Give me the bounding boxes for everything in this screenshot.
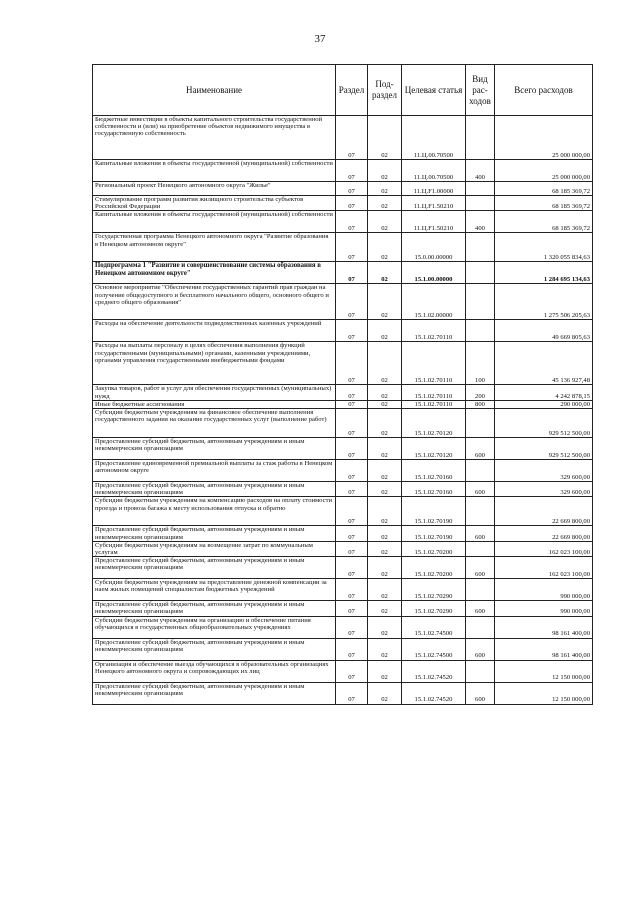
row-section: 07	[336, 196, 368, 211]
row-target: 15.1.02.70160	[402, 482, 466, 497]
row-total: 98 161 400,00	[495, 638, 593, 660]
row-expense-type	[466, 541, 495, 556]
row-expense-type	[466, 284, 495, 320]
row-section: 07	[336, 616, 368, 638]
row-total: 1 284 695 134,63	[495, 262, 593, 284]
table-row	[93, 601, 593, 616]
row-section: 07	[336, 409, 368, 438]
row-subsection: 02	[368, 233, 402, 262]
row-name: Субсидии бюджетным учреждениям на предоставление денежной компенсации за наем жилых помещений специалистам бюджетных учреждений	[93, 579, 336, 601]
row-expense-type: 600	[466, 682, 495, 704]
row-target: 15.1.02.70110	[402, 400, 466, 408]
row-expense-type	[466, 497, 495, 526]
row-expense-type: 600	[466, 557, 495, 579]
row-name: Предоставление субсидий бюджетным, автономным учреждениям и иным некоммерческим организациям	[93, 682, 336, 704]
table-row	[93, 497, 593, 526]
row-name: Субсидии бюджетным учреждениям на финансовое обеспечение выполнения государственного задания на оказание государственных услуг (выполнение работ)	[93, 409, 336, 438]
row-section: 07	[336, 400, 368, 408]
row-name: Подпрограмма 1 "Развитие и совершенствование системы образования в Ненецком автономном округе"	[93, 262, 336, 284]
row-name: Расходы на выплаты персоналу в целях обеспечения выполнения функций государственными (муниципальными) органами, казенными учреждениями, органами управления государственными внебюджетными фондами	[93, 342, 336, 385]
row-section: 07	[336, 438, 368, 460]
row-total: 25 000 000,00	[495, 116, 593, 160]
row-target: 15.1.02.70290	[402, 601, 466, 616]
row-expense-type: 600	[466, 638, 495, 660]
row-target: 15.1.02.70200	[402, 541, 466, 556]
table-row	[93, 409, 593, 438]
row-expense-type: 600	[466, 526, 495, 541]
row-subsection: 02	[368, 541, 402, 556]
row-target: 15.1.02.70110	[402, 342, 466, 385]
row-expense-type	[466, 196, 495, 211]
row-expense-type: 800	[466, 400, 495, 408]
row-target: 11.Ц.F1.50210	[402, 196, 466, 211]
table-row	[93, 557, 593, 579]
row-subsection: 02	[368, 660, 402, 682]
row-target: 11.Ц.00.70500	[402, 160, 466, 182]
row-name: Субсидии бюджетным учреждениям на компенсацию расходов на оплату стоимости проезда и провоза багажа к месту использования отпуска и обратно	[93, 497, 336, 526]
header-expense-type: Вид рас-ходов	[466, 65, 495, 116]
row-target: 15.1.02.74520	[402, 660, 466, 682]
row-subsection: 02	[368, 116, 402, 160]
row-subsection: 02	[368, 482, 402, 497]
row-section: 07	[336, 482, 368, 497]
row-total: 329 600,00	[495, 482, 593, 497]
row-name: Предоставление субсидий бюджетным, автономным учреждениям и иным некоммерческим организациям	[93, 601, 336, 616]
row-target: 11.Ц.F1.00000	[402, 182, 466, 196]
row-total: 98 161 400,00	[495, 616, 593, 638]
row-name: Предоставление субсидий бюджетным, автономным учреждениям и иным некоммерческим организациям	[93, 526, 336, 541]
row-total: 929 512 500,00	[495, 409, 593, 438]
table-row	[93, 320, 593, 342]
row-total: 49 669 805,63	[495, 320, 593, 342]
row-section: 07	[336, 182, 368, 196]
row-section: 07	[336, 601, 368, 616]
row-section: 07	[336, 233, 368, 262]
row-target: 15.1.02.70290	[402, 579, 466, 601]
row-name: Субсидии бюджетным учреждениям на возмещение затрат по коммунальным услугам	[93, 541, 336, 556]
row-target: 15.1.02.74500	[402, 638, 466, 660]
table-row	[93, 116, 593, 160]
table-row	[93, 233, 593, 262]
budget-table	[92, 64, 593, 705]
header-name: Наименование	[93, 65, 336, 116]
row-subsection: 02	[368, 601, 402, 616]
row-name: Предоставление субсидий бюджетным, автономным учреждениям и иным некоммерческим организациям	[93, 482, 336, 497]
row-subsection: 02	[368, 557, 402, 579]
row-section: 07	[336, 116, 368, 160]
row-subsection: 02	[368, 196, 402, 211]
row-total: 290 000,00	[495, 400, 593, 408]
row-name: Предоставление единовременной премиальной выплаты за стаж работы в Ненецком автономном округе	[93, 460, 336, 482]
row-section: 07	[336, 320, 368, 342]
row-target: 15.1.02.00000	[402, 284, 466, 320]
row-subsection: 02	[368, 497, 402, 526]
table-row	[93, 262, 593, 284]
row-expense-type	[466, 262, 495, 284]
row-name: Региональный проект Ненецкого автономного округа "Жилье"	[93, 182, 336, 196]
table-row	[93, 541, 593, 556]
row-section: 07	[336, 342, 368, 385]
row-subsection: 02	[368, 320, 402, 342]
row-target: 15.1.02.70120	[402, 409, 466, 438]
row-expense-type: 600	[466, 482, 495, 497]
row-target: 15.1.02.70110	[402, 320, 466, 342]
row-subsection: 02	[368, 284, 402, 320]
row-target: 15.0.00.00000	[402, 233, 466, 262]
row-target: 15.1.02.70160	[402, 460, 466, 482]
row-target: 15.1.02.70120	[402, 438, 466, 460]
row-section: 07	[336, 497, 368, 526]
row-expense-type	[466, 616, 495, 638]
row-subsection: 02	[368, 262, 402, 284]
row-total: 929 512 500,00	[495, 438, 593, 460]
page-number: 37	[314, 33, 326, 45]
row-total: 990 000,00	[495, 579, 593, 601]
row-name: Бюджетные инвестиции в объекты капитального строительства государственной собственности и (или) на приобретение объектов недвижимого имущества в государственную собственность	[93, 116, 336, 160]
row-total: 45 136 927,48	[495, 342, 593, 385]
table-row	[93, 196, 593, 211]
row-target: 15.1.00.00000	[402, 262, 466, 284]
row-total: 25 000 000,00	[495, 160, 593, 182]
row-section: 07	[336, 682, 368, 704]
row-name: Капитальные вложения в объекты государственной (муниципальной) собственности	[93, 160, 336, 182]
row-name: Основное мероприятие "Обеспечение государственных гарантий прав граждан на получение общедоступного и бесплатного начального общего, основного общего и среднего общего образования"	[93, 284, 336, 320]
row-section: 07	[336, 638, 368, 660]
row-subsection: 02	[368, 211, 402, 233]
table-row	[93, 660, 593, 682]
row-subsection: 02	[368, 400, 402, 408]
row-section: 07	[336, 579, 368, 601]
row-section: 07	[336, 526, 368, 541]
row-total: 329 600,00	[495, 460, 593, 482]
row-target: 15.1.02.74520	[402, 682, 466, 704]
header-total: Всего расходов	[495, 65, 593, 116]
row-subsection: 02	[368, 438, 402, 460]
row-total: 68 185 369,72	[495, 182, 593, 196]
row-name: Предоставление субсидий бюджетным, автономным учреждениям и иным некоммерческим организациям	[93, 557, 336, 579]
table-row	[93, 438, 593, 460]
row-name: Организация и обеспечение выезда обучающихся в образовательных организациях Ненецкого автономного округа и сопровождающих их лиц	[93, 660, 336, 682]
header-subsection: Под-раздел	[368, 65, 402, 116]
row-section: 07	[336, 284, 368, 320]
row-name: Субсидии бюджетным учреждениям на организацию и обеспечение питания обучающихся в государственных общеобразовательных учреждениях	[93, 616, 336, 638]
row-expense-type: 400	[466, 160, 495, 182]
table-row	[93, 284, 593, 320]
row-expense-type	[466, 579, 495, 601]
row-expense-type: 100	[466, 342, 495, 385]
row-expense-type	[466, 116, 495, 160]
row-total: 1 320 055 834,63	[495, 233, 593, 262]
row-total: 162 023 100,00	[495, 557, 593, 579]
table-row	[93, 579, 593, 601]
row-target: 15.1.02.74500	[402, 616, 466, 638]
row-name: Предоставление субсидий бюджетным, автономным учреждениям и иным некоммерческим организациям	[93, 438, 336, 460]
row-name: Предоставление субсидий бюджетным, автономным учреждениям и иным некоммерческим организациям	[93, 638, 336, 660]
row-expense-type: 600	[466, 601, 495, 616]
header-section: Раздел	[336, 65, 368, 116]
row-subsection: 02	[368, 385, 402, 400]
row-name: Стимулирование программ развития жилищного строительства субъектов Российской Федерации	[93, 196, 336, 211]
table-header-row	[93, 65, 593, 116]
row-expense-type	[466, 233, 495, 262]
row-expense-type: 200	[466, 385, 495, 400]
row-section: 07	[336, 160, 368, 182]
row-section: 07	[336, 385, 368, 400]
row-expense-type	[466, 182, 495, 196]
table-row	[93, 385, 593, 400]
row-total: 68 185 369,72	[495, 196, 593, 211]
table-row	[93, 160, 593, 182]
row-subsection: 02	[368, 160, 402, 182]
table-row	[93, 482, 593, 497]
row-subsection: 02	[368, 342, 402, 385]
row-subsection: 02	[368, 638, 402, 660]
row-total: 162 023 100,00	[495, 541, 593, 556]
row-subsection: 02	[368, 682, 402, 704]
row-section: 07	[336, 262, 368, 284]
row-name: Закупка товаров, работ и услуг для обеспечения государственных (муниципальных) нужд	[93, 385, 336, 400]
row-total: 68 185 369,72	[495, 211, 593, 233]
row-total: 12 150 000,00	[495, 682, 593, 704]
row-expense-type	[466, 320, 495, 342]
row-total: 990 000,00	[495, 601, 593, 616]
row-target: 15.1.02.70190	[402, 497, 466, 526]
table-row	[93, 460, 593, 482]
row-name: Иные бюджетные ассигнования	[93, 400, 336, 408]
row-section: 07	[336, 541, 368, 556]
row-expense-type: 400	[466, 211, 495, 233]
table-row	[93, 682, 593, 704]
row-target: 11.Ц.F1.50210	[402, 211, 466, 233]
header-target: Целевая статья	[402, 65, 466, 116]
table-row	[93, 342, 593, 385]
row-target: 11.Ц.00.70500	[402, 116, 466, 160]
row-expense-type	[466, 660, 495, 682]
row-subsection: 02	[368, 579, 402, 601]
table-row	[93, 400, 593, 408]
row-total: 4 242 878,15	[495, 385, 593, 400]
row-total: 1 275 506 205,63	[495, 284, 593, 320]
table-row	[93, 182, 593, 196]
row-total: 22 669 800,00	[495, 526, 593, 541]
row-subsection: 02	[368, 460, 402, 482]
row-expense-type	[466, 460, 495, 482]
table-body	[93, 116, 593, 705]
row-subsection: 02	[368, 409, 402, 438]
row-total: 22 669 800,00	[495, 497, 593, 526]
table-row	[93, 638, 593, 660]
row-section: 07	[336, 660, 368, 682]
table-row	[93, 616, 593, 638]
row-subsection: 02	[368, 182, 402, 196]
row-expense-type: 600	[466, 438, 495, 460]
row-section: 07	[336, 460, 368, 482]
row-total: 12 150 000,00	[495, 660, 593, 682]
row-section: 07	[336, 211, 368, 233]
table-row	[93, 526, 593, 541]
row-subsection: 02	[368, 616, 402, 638]
row-section: 07	[336, 557, 368, 579]
row-subsection: 02	[368, 526, 402, 541]
row-name: Капитальные вложения в объекты государственной (муниципальной) собственности	[93, 211, 336, 233]
row-name: Государственная программа Ненецкого автономного округа "Развитие образования в Ненецком автономном округе"	[93, 233, 336, 262]
row-expense-type	[466, 409, 495, 438]
row-name: Расходы на обеспечение деятельности подведомственных казенных учреждений	[93, 320, 336, 342]
row-target: 15.1.02.70190	[402, 526, 466, 541]
row-target: 15.1.02.70110	[402, 385, 466, 400]
row-target: 15.1.02.70200	[402, 557, 466, 579]
table-row	[93, 211, 593, 233]
